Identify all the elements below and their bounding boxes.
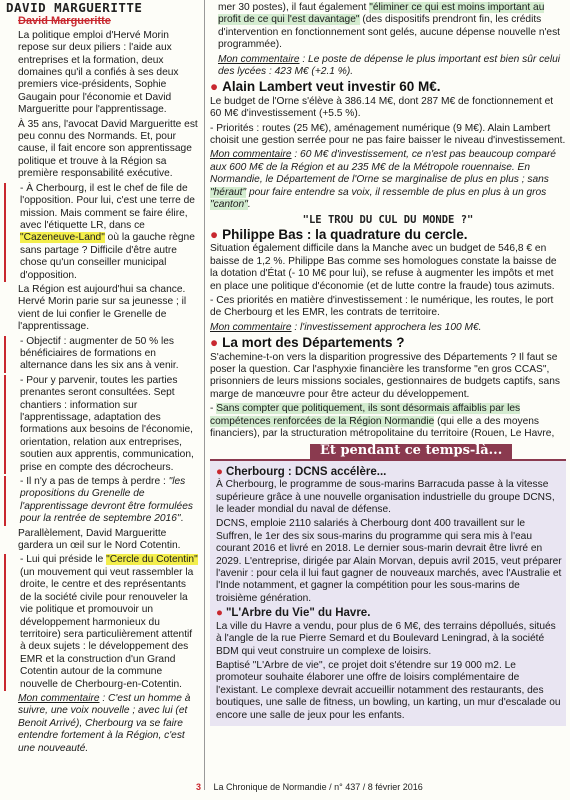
publication-line: La Chronique de Normandie / n° 437 / 8 février 2016	[213, 782, 423, 792]
paragraph: La Région est aujourd'hui sa chance. Hervé Morin parie sur sa jeunesse ; il vient de lui confier le Grenelle de l'apprentissage.	[18, 283, 187, 333]
paragraph: À Cherbourg, le programme de sous-marins Barracuda passe à la vitesse supérieure grâce à une nouvelle organisation industrielle du groupe DCNS, le leader mondial du naval de défense.	[216, 479, 555, 516]
paragraph: mer 30 postes), il faut également "éliminer ce qui est moins important au profit de ce qui l'est davantage" (des dispositifs prendront fin, les crédits d'intervention en fonctionnement sont gelés, aucune dépense nouvelle n'est programmée).	[218, 2, 561, 51]
paragraph: - Sans compter que politiquement, ils sont désormais affaiblis par les compétences renforcées de la Région Normandie (qui elle a des moyens financiers), par la structuration métropolitaine du territoire (Rouen, Le Havre,	[210, 403, 555, 439]
paragraph: Le budget de l'Orne s'élève à 386.14 M€, dont 287 M€ de fonctionnement et 60 M€ d'investissement (+5.5 %).	[210, 95, 554, 120]
paragraph: Situation également difficile dans la Manche avec un budget de 546,8 € en baisse de 1,2 %. Philippe Bas comme ses homologues constate la baisse de la dotation d'État (- 10 M€ pour lui), se refuse à augmenter les impôts et met en place une politique d'économie (et de lutte contre la fraude) tous azimuts.	[210, 243, 557, 292]
heading-bas: ● Philippe Bas : la quadrature du cercle.	[210, 226, 468, 242]
paragraph: DCNS, emploie 2110 salariés à Cherbourg dont 400 travaillent sur le Suffren, le 1er des six sous-marins du programme qui sera mis à l'eau courant 2016 et livré en 2018. Le dernier sous-marin devrait être livré en 2029. L'entreprise, dirigée par Alain Morvan, depuis avril 2015, veut préparer l'avenir : pour cela il lui faut gagner de nouveaux marchés, avec l'Australie et l'Inde notamment, et gagner la compétition pour les sous-marins de troisième génération.	[216, 518, 562, 604]
highlight: "éliminer ce qui est moins important au profit de ce qui l'est davantage"	[218, 2, 545, 26]
paragraph: - Ces priorités en matière d'investissement : le numérique, les routes, le port de Cherbourg et les EMR, les contrats de territoire.	[210, 294, 554, 319]
comment: Mon commentaire : Le poste de dépense le plus important est bien sûr celui des lycées : 423 M€ (+2.1 %).	[218, 53, 561, 78]
left-column	[4, 2, 200, 782]
heading-lambert: ● Alain Lambert veut investir 60 M€.	[210, 79, 441, 95]
section-title: David Margueritte	[18, 15, 111, 28]
page-footer	[196, 782, 566, 792]
heading-dcns: ● Cherbourg : DCNS accélère...	[216, 465, 387, 478]
highlight: "Cercle du Cotentin"	[106, 554, 198, 566]
handwritten-note: "LE TROU DU CUL DU MONDE ?"	[302, 213, 474, 226]
highlight: "canton"	[210, 199, 248, 211]
paragraph: - Priorités : routes (25 M€), aménagement numérique (9 M€). Alain Lambert choisit une gestion serrée pour ne pas faire baisser le niveau d'investissement.	[210, 122, 566, 147]
news-box	[210, 459, 566, 726]
column-divider	[204, 0, 205, 790]
heading-mort: ● La mort des Départements ?	[210, 335, 405, 351]
paragraph: La politique emploi d'Hervé Morin repose sur deux piliers : l'aide aux entreprises et la formation, deux domaines qu'il a confiés à ses deux premiers vice-présidents, Sophie Gaugain pour l'économie et David Margueritte pour l'apprentissage.	[18, 29, 179, 116]
bullet-icon: ●	[210, 79, 219, 95]
heading-arbre: ● "L'Arbre du Vie" du Havre.	[216, 607, 371, 620]
bullet-icon: ●	[210, 335, 219, 351]
highlight: "Cazeneuve-Land"	[20, 232, 105, 244]
paragraph: S'achemine-t-on vers la disparition progressive des Départements ? Il faut se poser la question. Car l'asphyxie financière les transforme "en gros CCAS", prisonniers de leurs missions sociales, gestionnaires de budgets captifs, sans marge de manœuvre pour être acteur du développement.	[210, 351, 560, 400]
right-column	[210, 2, 566, 782]
paragraph: À 35 ans, l'avocat David Margueritte est peu connu des Normands. Et, pour cause, il fait encore son apprentissage politique et trouve à la Région sa première responsabilité exécutive.	[18, 118, 198, 180]
bullet-icon: ●	[216, 465, 223, 478]
paragraph: La ville du Havre a vendu, pour plus de 6 M€, des terrains dépollués, situés à l'angle de la rue Pierre Semard et du Boulevard Leningrad, à la société BDM qui veut construire un complexe de loisirs.	[216, 620, 556, 657]
bullet-icon: ●	[210, 226, 219, 242]
paragraph-marked: - Il n'y a pas de temps à perdre : "les propositions du Grenelle de l'apprentissage devront être formulées pour la rentrée de septembre 2016".	[4, 476, 200, 526]
paragraph: Parallèlement, David Margueritte gardera un œil sur le Nord Cotentin.	[18, 527, 181, 552]
paragraph-marked: - Lui qui préside le "Cercle du Cotentin" (un mouvement qui veut rassembler la droite, le centre et des représentants de la société civile pour renouveler la vie politique et promouvoir un développement harmonieux du territoire) sera particulièrement attentif à deux sujets : le développement des EMR et la construction d'un Grand Cotentin autour de la commune nouvelle de Cherbourg-en-Cotentin.	[4, 554, 200, 690]
highlight: Sans compter que politiquement, ils sont désormais affaiblis par les compétences renforcées de la Région Normandie	[210, 403, 521, 427]
comment: Mon commentaire : l'investissement approchera les 100 M€.	[210, 321, 482, 333]
sidebar-banner: Et pendant ce temps-là...	[310, 444, 512, 458]
paragraph-marked: - Objectif : augmenter de 50 % les bénéficiaires de formations en alternance dans les six ans à venir.	[4, 336, 200, 373]
handwritten-heading: DAVID MARGUERITTE	[6, 2, 143, 15]
paragraph-marked: - À Cherbourg, il est le chef de file de l'opposition. Pour lui, c'est une terre de mission. Mais comment se faire élire, avec l'étiquette LR, dans ce "Cazeneuve-Land" où la gauche règne sans partage ? Difficile d'être autre chose qu'un conseiller municipal d'opposition.	[4, 183, 200, 282]
paragraph-marked: - Pour y parvenir, toutes les parties prenantes seront consultées. Sept chantiers : information sur l'apprentissage, adaptation des formations aux besoins de l'économie, orientation, relation aux entreprises, soutien aux apprentis, communication, prise en compte des décrocheurs.	[4, 375, 200, 474]
bullet-icon: ●	[216, 607, 223, 620]
quote: "les propositions du Grenelle de l'apprentissage devront être formulées pour la rentrée de septembre 2016"	[20, 476, 193, 525]
comment: Mon commentaire : 60 M€ d'investissement, ce n'est pas beaucoup comparé aux 600 M€ de la Région et au 235 M€ de la Métropole rouennaise. En Normandie, le Département de l'Orne se marginalise de plus en plus ; sans "héraut" pour faire entendre sa voix, il ressemble de plus en plus à un gros "canton".	[210, 149, 556, 211]
page-number: 3	[196, 782, 202, 792]
paragraph: Baptisé "L'Arbre de vie", ce projet doit s'étendre sur 19 000 m2. Le promoteur souhaite élaborer une offre de loisirs complémentaire de l'existant. Le complexe devrait accueillir notamment des restaurants, des boutiques, une salle de fitness, un bowling, un karting, un mur d'escalade ou encore une salle de jeux pour les enfants.	[216, 659, 561, 721]
comment: Mon commentaire : C'est un homme à suivre, une voix nouvelle ; avec lui (et Benoit Arrivé), Cherbourg va se faire entendre fortement à la Région, c'est une nouveauté.	[18, 692, 191, 754]
highlight: "héraut"	[210, 186, 247, 198]
